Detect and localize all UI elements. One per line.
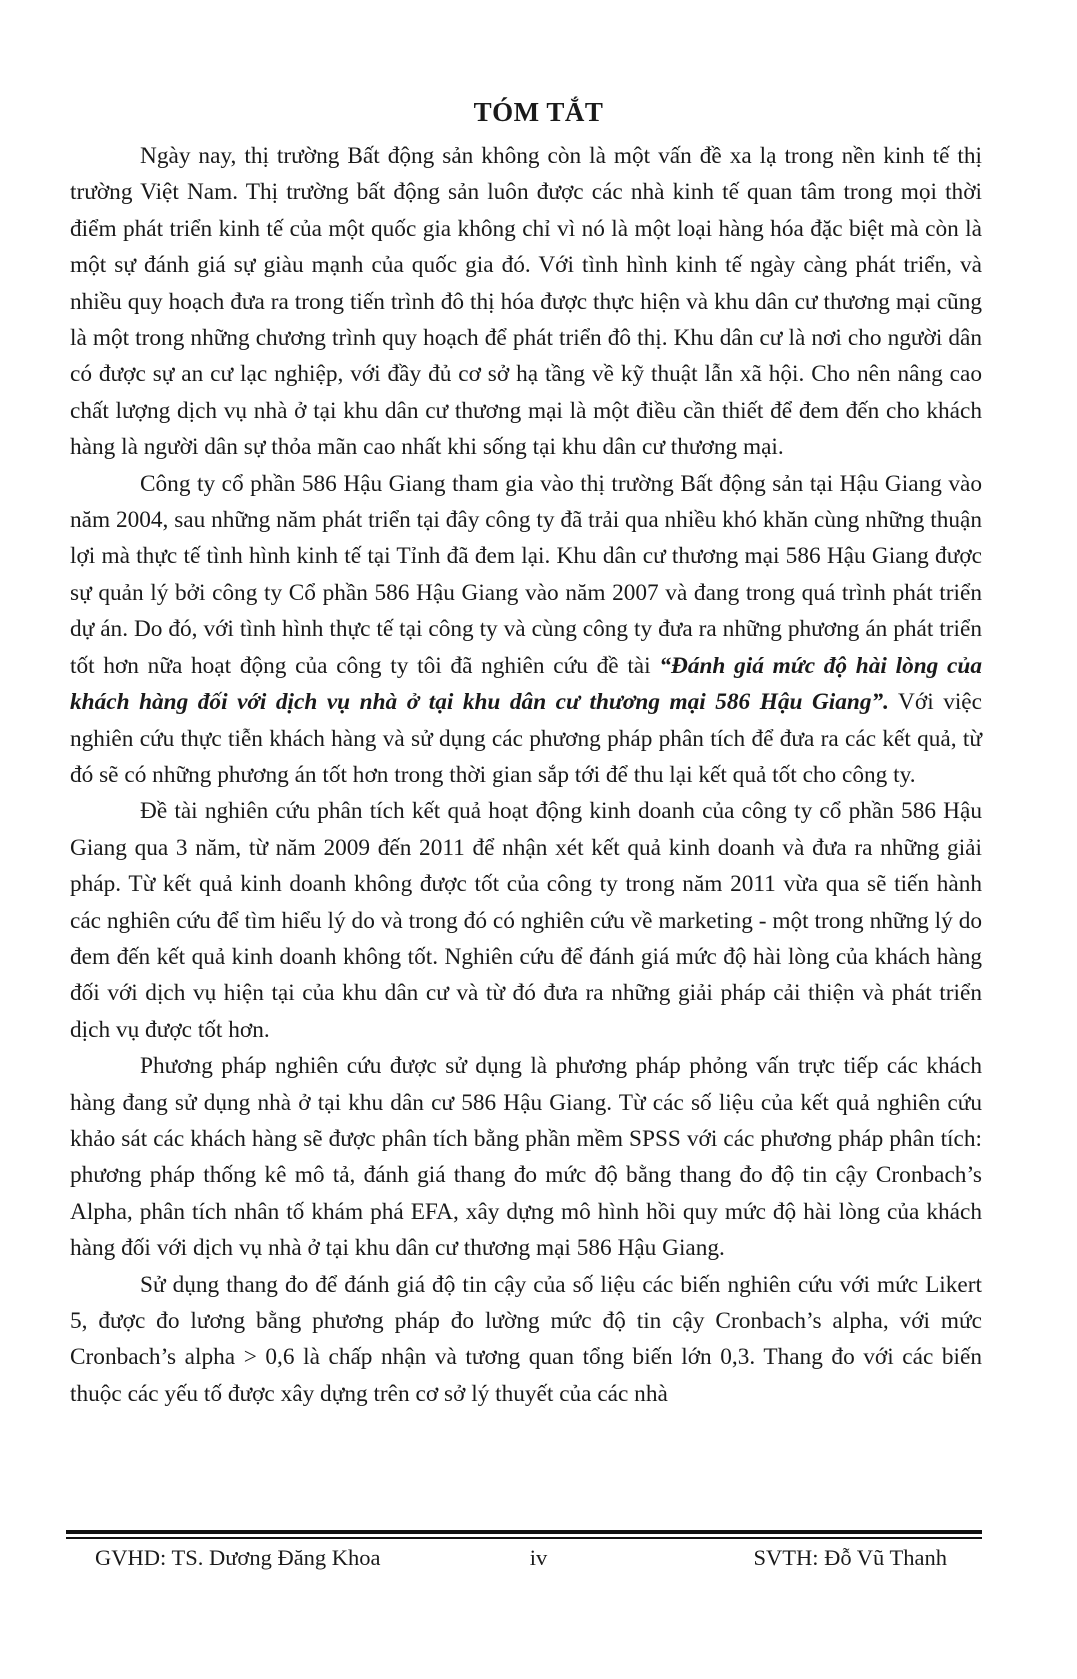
page-number: iv: [529, 1545, 548, 1570]
paragraph-1: Ngày nay, thị trường Bất động sản không còn là một vấn đề xa lạ trong nền kinh tế thị trường Việt Nam. Thị trường bất động sản luôn được các nhà kinh tế quan tâm trong mọi thời điểm phát triển kinh tế của một quốc gia không chỉ vì nó là một loại hàng hóa đặc biệt mà còn là một sự đánh giá sự giàu mạnh của quốc gia đó. Với tình hình kinh tế ngày càng phát triển, và nhiều quy hoạch đưa ra trong tiến trình đô thị hóa được thực hiện và khu dân cư thương mại cũng là một trong những chương trình quy hoạch để phát triển đô thị. Khu dân cư là nơi cho người dân có được sự an cư lạc nghiệp, với đầy đủ cơ sở hạ tầng về kỹ thuật lẫn xã hội. Cho nên nâng cao chất lượng dịch vụ nhà ở tại khu dân cư thương mại là một điều cần thiết để đem đến cho khách hàng là người dân sự thỏa mãn cao nhất khi sống tại khu dân cư thương mại.: [70, 143, 982, 461]
paragraph-2-intro: Công ty cổ phần 586 Hậu Giang tham gia vào thị trường Bất động sản tại Hậu Giang vào năm 2004, sau những năm phát triển tại đây công ty đã trải qua nhiều khó khăn cùng những thuận lợi mà thực tế tình hình kinh tế tại Tỉnh đã đem lại. Khu dân cư thương mại 586 Hậu Giang được sự quản lý bởi công ty Cổ phần 586 Hậu Giang vào năm 2007 và đang trong quá trình phát triển dự án. Do đó, với tình hình thực tế tại công ty và cùng công ty đưa ra những phương án phát triển tốt hơn nữa hoạt động của công ty tôi đã nghiên cứu đề tài: [70, 470, 982, 679]
paragraph-2-rest: Với việc nghiên cứu thực tiễn khách hàng và sử dụng các phương pháp phân tích để đưa ra các kết quả, từ đó sẽ có những phương án tốt hơn trong thời gian sắp tới để thu lại kết quả tốt cho công ty.: [70, 689, 982, 788]
footer-student: SVTH: Đỗ Vũ Thanh: [753, 1545, 947, 1570]
page-title: TÓM TẮT: [473, 97, 604, 127]
paragraph-5: Sử dụng thang đo để đánh giá độ tin cậy của số liệu các biến nghiên cứu với mức Likert 5, được đo lương bằng phương pháp đo lường mức độ tin cậy Cronbach’s alpha, với mức Cronbach’s alpha > 0,6 là chấp nhận và tương quan tổng biến lớn 0,3. Thang đo với các biến thuộc các yếu tố được xây dựng trên cơ sở lý thuyết của các nhà: [70, 1271, 982, 1407]
research-topic-title: “Đánh giá mức độ hài lòng của khách hàng đối với dịch vụ nhà ở tại khu dân cư thương mại 586 Hậu Giang”.: [70, 652, 983, 716]
footer-rule-thick: [66, 1530, 982, 1534]
paragraph-2: [70, 466, 982, 794]
summary-body: [70, 138, 982, 1412]
paragraph-4: Phương pháp nghiên cứu được sử dụng là phương pháp phỏng vấn trực tiếp các khách hàng đang sử dụng nhà ở tại khu dân cư 586 Hậu Giang. Từ các số liệu của kết quả nghiên cứu khảo sát các khách hàng sẽ được phân tích bằng phần mềm SPSS với các phương pháp phân tích: phương pháp thống kê mô tả, đánh giá thang đo mức độ bằng thang đo độ tin cậy Cronbach’s Alpha, phân tích nhân tố khám phá EFA, xây dựng mô hình hồi quy mức độ hài lòng của khách hàng đối với dịch vụ nhà ở tại khu dân cư thương mại 586 Hậu Giang.: [70, 1053, 982, 1262]
footer-advisor: GVHD: TS. Dương Đăng Khoa: [95, 1545, 381, 1570]
paragraph-3: Đề tài nghiên cứu phân tích kết quả hoạt động kinh doanh của công ty cổ phần 586 Hậu Giang qua 3 năm, từ năm 2009 đến 2011 để nhận xét kết quả kinh doanh và đưa ra những giải pháp. Từ kết quả kinh doanh không được tốt của công ty trong năm 2011 vừa qua sẽ tiến hành các nghiên cứu để tìm hiểu lý do và trong đó có nghiên cứu về marketing - một trong những lý do đem đến kết quả kinh doanh không tốt. Nghiên cứu để đánh giá mức độ hài lòng của khách hàng đối với dịch vụ hiện tại của khu dân cư và từ đó đưa ra những giải pháp cải thiện và phát triển dịch vụ được tốt hơn.: [70, 798, 982, 1043]
page-footer: [0, 1541, 1077, 1575]
footer-rule-thin: [66, 1537, 982, 1539]
